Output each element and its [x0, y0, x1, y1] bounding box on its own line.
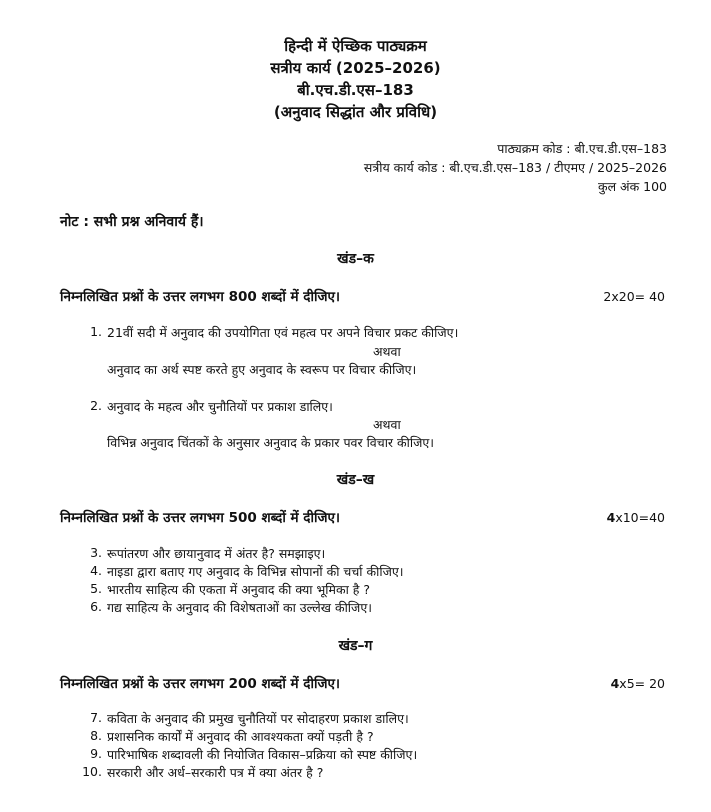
- question-text: गद्य साहित्य के अनुवाद की विशेषताओं का उल्लेख कीजिए।: [107, 600, 372, 615]
- course-title: हिन्दी में ऐच्छिक पाठ्यक्रम: [284, 37, 427, 55]
- section-marks-a: [603, 289, 665, 304]
- question-number: 7.: [90, 710, 102, 725]
- section-title-a: खंड–क: [337, 251, 374, 267]
- course-subtitle: (अनुवाद सिद्धांत और प्रविधि): [273, 103, 438, 121]
- question-text: नाइडा द्वारा बताए गए अनुवाद के विभिन्न सोपानों की चर्चा कीजिए।: [107, 564, 404, 579]
- question-text: प्रशासनिक कार्यों में अनुवाद की आवश्यकता क्यों पड़ती है ?: [107, 729, 374, 744]
- question-number: 4.: [90, 563, 102, 578]
- marks-count: 4: [606, 510, 616, 525]
- marks-rest: 2x20= 40: [603, 289, 665, 304]
- question-number: 1.: [90, 324, 102, 339]
- question-number: 5.: [90, 581, 102, 596]
- question-text: सरकारी और अर्ध–सरकारी पत्र में क्या अंतर है ?: [107, 765, 324, 780]
- assignment-code: सत्रीय कार्य कोड : बी.एच.डी.एस–183 / टीएमए / 2025–2026: [363, 160, 667, 175]
- section-marks-b: [607, 510, 665, 525]
- course-code: पाठ्यक्रम कोड : बी.एच.डी.एस–183: [497, 141, 667, 156]
- question-number: 2.: [90, 398, 102, 413]
- question-text: भारतीय साहित्य की एकता में अनुवाद की क्या भूमिका है ?: [107, 582, 371, 597]
- marks-count: 4: [610, 676, 620, 691]
- section-marks-c: [611, 676, 665, 691]
- note: नोट : सभी प्रश्न अनिवार्य हैं।: [60, 214, 204, 230]
- section-title-b: खंड–ख: [336, 472, 375, 488]
- question-alternative: विभिन्न अनुवाद चिंतकों के अनुसार अनुवाद के प्रकार पवर विचार कीजिए।: [107, 435, 435, 450]
- or-label: अथवा: [373, 417, 401, 432]
- marks-rest: x5= 20: [619, 676, 665, 691]
- question-number: 10.: [82, 764, 102, 779]
- question-number: 6.: [90, 599, 102, 614]
- question-number: 8.: [90, 728, 102, 743]
- marks-rest: x10=40: [615, 510, 665, 525]
- section-instruction-b: निम्नलिखित प्रश्नों के उत्तर लगभग 500 शब्दों में दीजिए।: [60, 510, 341, 526]
- question-text: पारिभाषिक शब्दावली की नियोजित विकास–प्रक्रिया को स्पष्ट कीजिए।: [107, 747, 418, 762]
- question-alternative: अनुवाद का अर्थ स्पष्ट करते हुए अनुवाद के स्वरूप पर विचार कीजिए।: [107, 362, 417, 377]
- total-marks: कुल अंक 100: [597, 179, 667, 194]
- section-instruction-a: निम्नलिखित प्रश्नों के उत्तर लगभग 800 शब्दों में दीजिए।: [60, 289, 341, 305]
- course-code-heading: बी.एच.डी.एस–183: [297, 81, 414, 99]
- question-text: अनुवाद के महत्व और चुनौतियों पर प्रकाश डालिए।: [107, 399, 333, 414]
- question-number: 9.: [90, 746, 102, 761]
- question-number: 3.: [90, 545, 102, 560]
- section-title-c: खंड–ग: [338, 638, 373, 654]
- assignment-year: सत्रीय कार्य (2025–2026): [270, 59, 441, 77]
- question-text: कविता के अनुवाद की प्रमुख चुनौतियों पर सोदाहरण प्रकाश डालिए।: [107, 711, 409, 726]
- question-text: 21वीं सदी में अनुवाद की उपयोगिता एवं महत्व पर अपने विचार प्रकट कीजिए।: [107, 325, 459, 340]
- section-instruction-c: निम्नलिखित प्रश्नों के उत्तर लगभग 200 शब्दों में दीजिए।: [60, 676, 341, 692]
- or-label: अथवा: [373, 344, 401, 359]
- question-text: रूपांतरण और छायानुवाद में अंतर है? समझाइए।: [107, 546, 326, 561]
